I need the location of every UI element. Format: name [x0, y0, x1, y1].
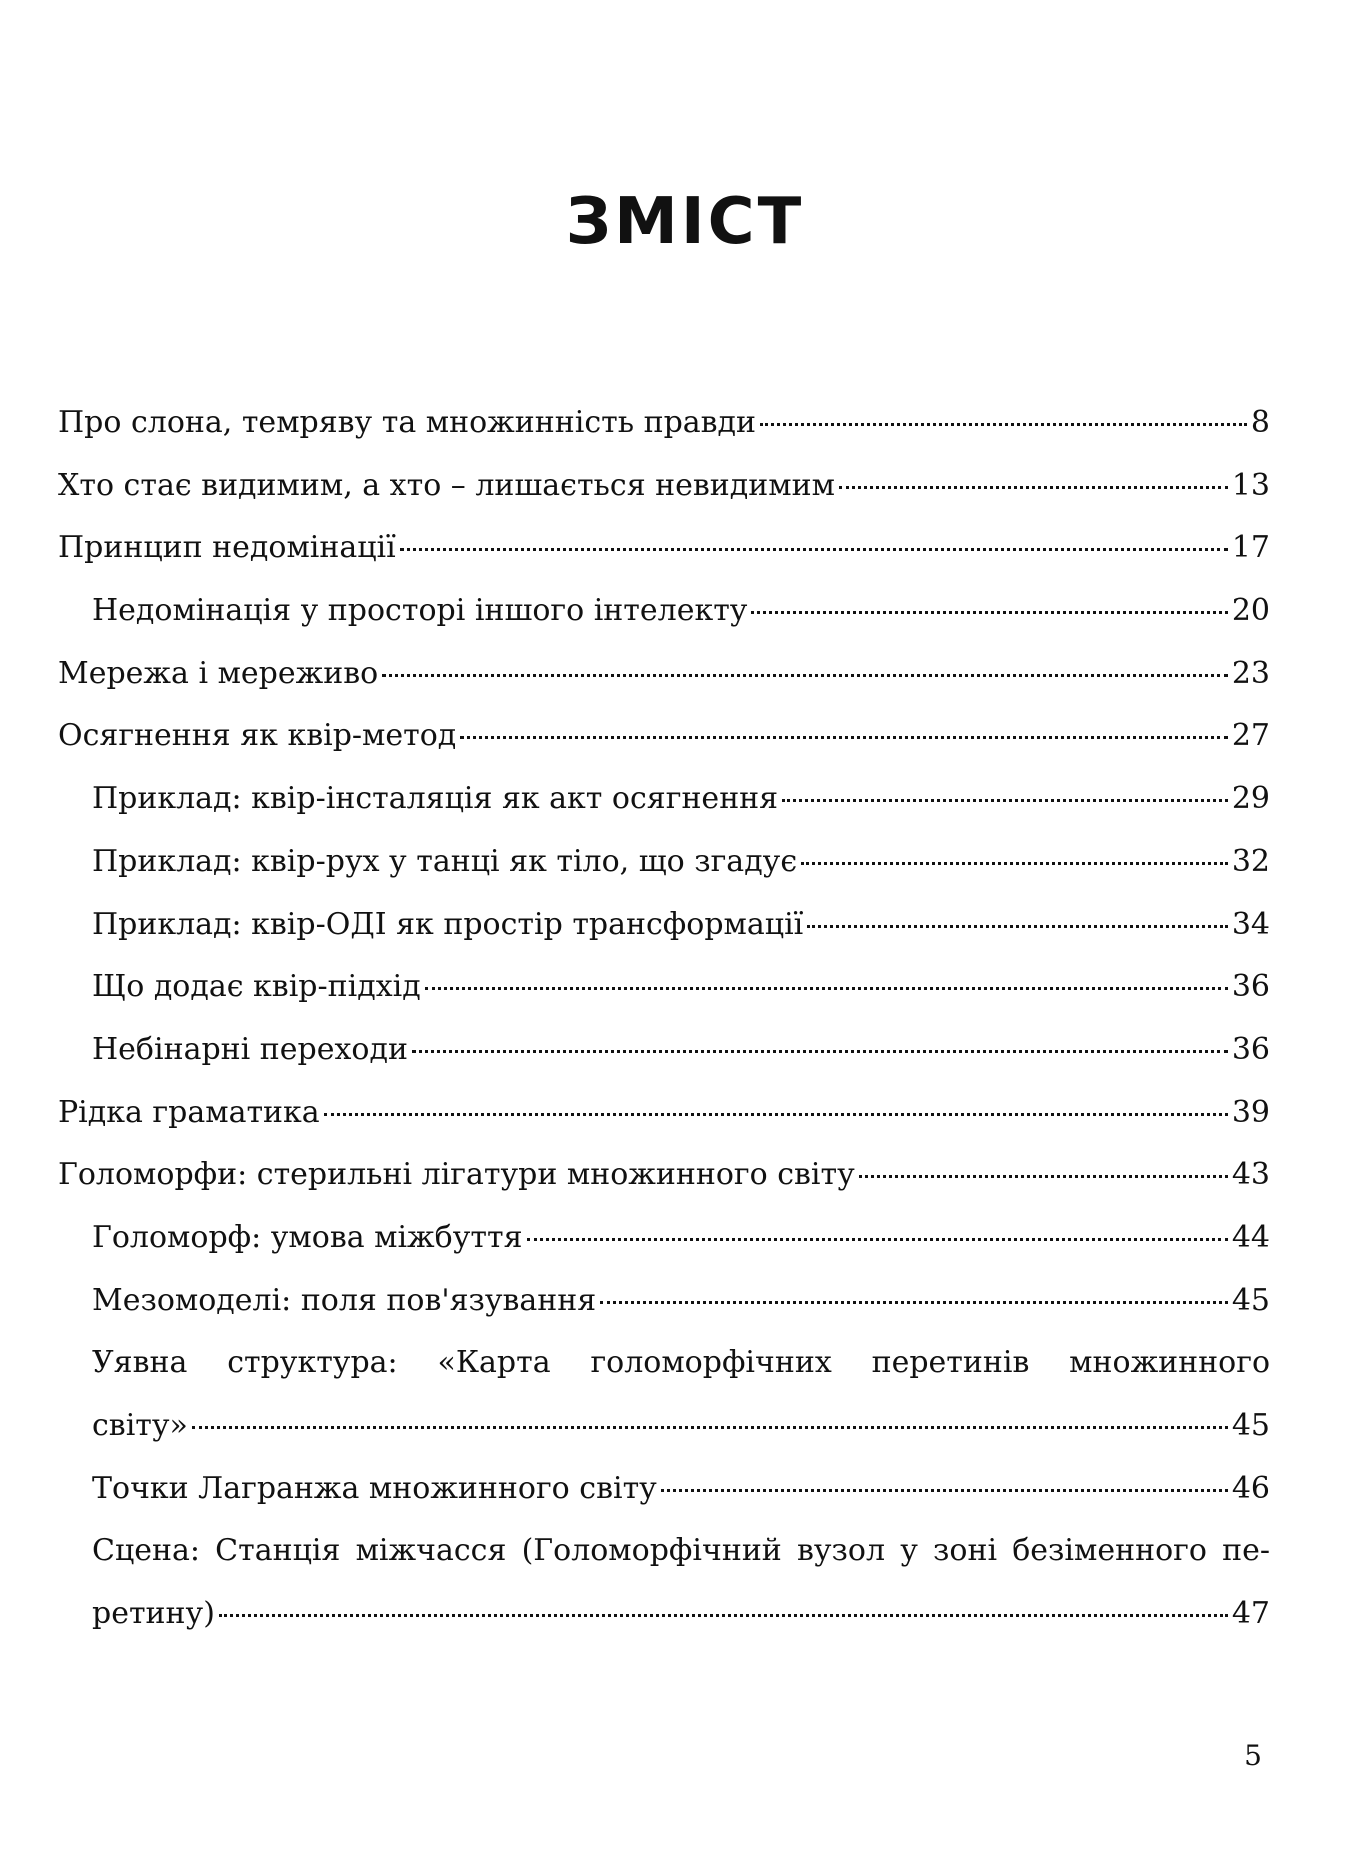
toc-page-number: 29 — [1231, 781, 1270, 817]
toc-entry[interactable] — [58, 705, 1270, 768]
toc-page-number: 45 — [1231, 1408, 1270, 1444]
page-title: ЗМІСТ — [565, 185, 805, 259]
toc-entry-title: Приклад: квір-рух у танці як тіло, що згадує — [92, 843, 798, 879]
toc-entry[interactable] — [58, 580, 1270, 643]
toc-page-number: 45 — [1231, 1282, 1270, 1318]
toc-entry[interactable] — [58, 831, 1270, 894]
toc-page-number: 36 — [1231, 1031, 1270, 1067]
dot-leader — [751, 611, 1227, 614]
dot-leader — [801, 862, 1228, 865]
dot-leader — [425, 987, 1228, 990]
toc-page-number: 23 — [1231, 655, 1270, 691]
toc-entry-title: Що додає квір-підхід — [92, 969, 421, 1005]
toc-entry[interactable] — [58, 1270, 1270, 1333]
toc-entry-line2 — [92, 1583, 1270, 1646]
dot-leader — [782, 799, 1228, 802]
toc-page-number: 43 — [1231, 1157, 1270, 1193]
toc-entry-title: Голоморф: умова міжбуття — [92, 1219, 523, 1255]
toc-entry-title: Недомінація у просторі іншого інтелекту — [92, 593, 748, 629]
toc-page-number: 27 — [1231, 718, 1270, 754]
toc-entry[interactable] — [58, 768, 1270, 831]
toc-entry[interactable] — [58, 894, 1270, 957]
toc-entry-title: Голоморфи: стерильні лігатури множинного світу — [58, 1157, 855, 1193]
toc-entry[interactable] — [58, 1520, 1270, 1645]
toc-entry-title: Рідка граматика — [58, 1094, 320, 1130]
dot-leader — [400, 548, 1228, 551]
dot-leader — [460, 736, 1228, 739]
toc-page-number: 32 — [1231, 843, 1270, 879]
toc-page-number: 36 — [1231, 969, 1270, 1005]
toc-entry[interactable] — [58, 455, 1270, 518]
toc-page-number: 8 — [1250, 405, 1270, 440]
toc-entry[interactable] — [58, 1082, 1270, 1145]
toc-entry-title: Осягнення як квір-метод — [58, 718, 457, 754]
toc-entry-title: Приклад: квір-інсталяція як акт осягнення — [92, 781, 779, 817]
toc-page-number: 44 — [1231, 1219, 1270, 1255]
toc-page-number: 13 — [1231, 467, 1270, 503]
dot-leader — [192, 1426, 1228, 1429]
dot-leader — [839, 486, 1228, 489]
toc-entry-title-line1: Сцена: Станція міжчасся (Голоморфічний вузол у зоні безіменного пе- — [92, 1533, 1270, 1569]
dot-leader — [600, 1301, 1228, 1304]
toc-entry-title: Точки Лагранжа множинного світу — [92, 1470, 657, 1506]
page-number-folio: 5 — [1244, 1739, 1262, 1772]
toc-entry[interactable] — [58, 1332, 1270, 1457]
toc-entry-title-line1: Уявна структура: «Карта голоморфічних перетинів множинного — [92, 1345, 1270, 1381]
toc-entry-title-line2: ретину) — [92, 1596, 215, 1632]
dot-leader — [382, 674, 1228, 677]
dot-leader — [859, 1175, 1228, 1178]
toc-entry-title: Приклад: квір-ОДІ як простір трансформації — [92, 906, 804, 942]
toc-entry-line2 — [92, 1395, 1270, 1458]
toc-entry-title: Про слона, темряву та множинність правди — [58, 405, 757, 440]
dot-leader — [661, 1489, 1228, 1492]
toc-entry[interactable] — [58, 956, 1270, 1019]
toc-entry-title: Мережа і мереживо — [58, 655, 379, 691]
toc-page-number: 17 — [1231, 530, 1270, 566]
toc-entry-title: Принцип недомінації — [58, 530, 396, 566]
toc-entry[interactable] — [58, 1019, 1270, 1082]
toc-page-number: 20 — [1231, 593, 1270, 629]
toc-entry[interactable] — [58, 392, 1270, 455]
toc-entry-title-line2: світу» — [92, 1408, 188, 1444]
dot-leader — [527, 1238, 1228, 1241]
toc-page-number: 39 — [1231, 1094, 1270, 1130]
toc-entry[interactable] — [58, 1144, 1270, 1207]
toc-entry-title: Небінарні переходи — [92, 1031, 408, 1067]
toc-entry[interactable] — [58, 517, 1270, 580]
toc-entry[interactable] — [58, 643, 1270, 706]
toc-page-number: 34 — [1231, 906, 1270, 942]
toc-entry-title: Хто стає видимим, а хто – лишається невидимим — [58, 467, 835, 503]
dot-leader — [219, 1614, 1228, 1617]
dot-leader — [412, 1050, 1228, 1053]
dot-leader — [324, 1113, 1228, 1116]
table-of-contents — [58, 392, 1270, 1646]
toc-page-number: 47 — [1231, 1596, 1270, 1632]
toc-page-number: 46 — [1231, 1470, 1270, 1506]
toc-entry-title: Мезомоделі: поля пов'язування — [92, 1282, 597, 1318]
dot-leader — [807, 925, 1228, 928]
toc-entry[interactable] — [58, 1207, 1270, 1270]
toc-entry[interactable] — [58, 1458, 1270, 1521]
dot-leader — [760, 423, 1247, 426]
